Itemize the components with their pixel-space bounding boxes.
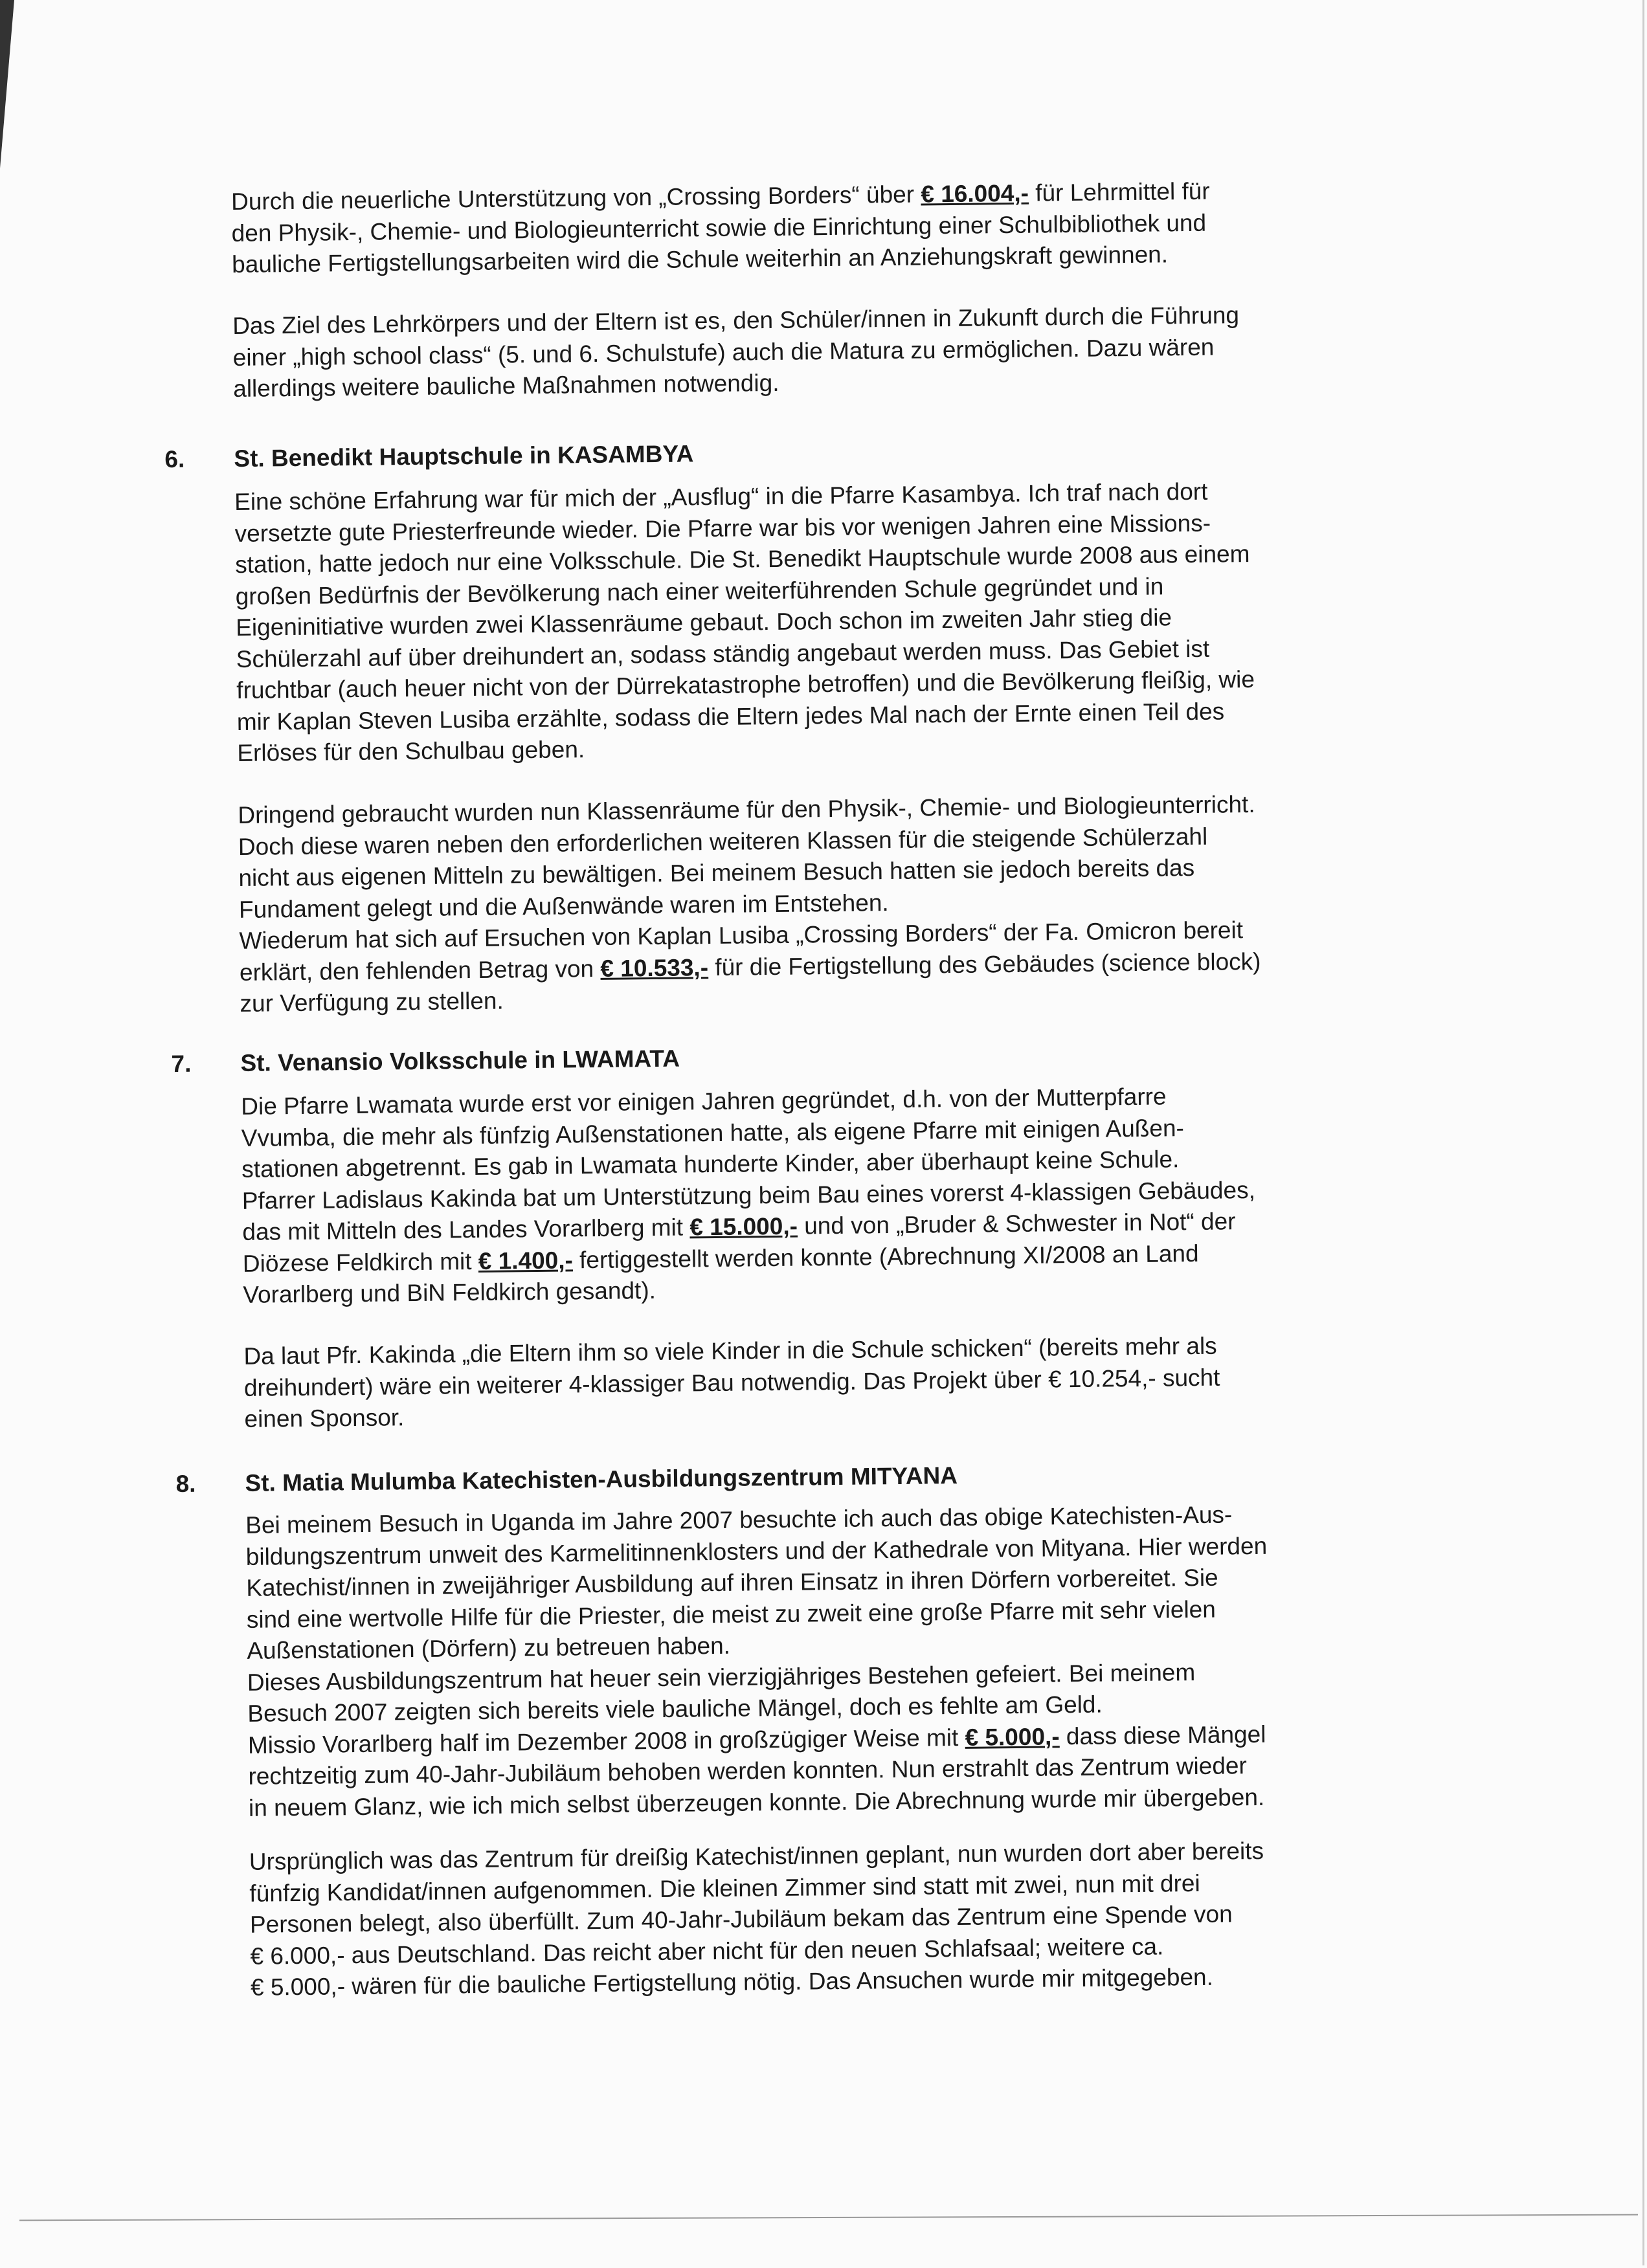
paragraph bbox=[238, 789, 1261, 1020]
amount-highlight: € 16.004,- bbox=[921, 179, 1029, 208]
text-segment: großen Bedürfnis der Bevölkerung nach einer weiterführenden Schule gegründet und in bbox=[235, 572, 1164, 610]
text-segment: fertiggestellt werden konnte (Abrechnung XI/2008 an Land bbox=[572, 1240, 1199, 1273]
amount-highlight: € 5.000,- bbox=[965, 1722, 1060, 1751]
text-segment: den Physik-, Chemie- und Biologieunterricht sowie die Einrichtung einer Schulbibliothek und bbox=[231, 209, 1207, 247]
text-segment: bauliche Fertigstellungsarbeiten wird die Schule weiterhin an Anziehungskraft gewinnen. bbox=[231, 241, 1169, 278]
paragraph bbox=[234, 476, 1255, 769]
text-segment: dass diese Mängel bbox=[1059, 1720, 1266, 1750]
text-segment: Bei meinem Besuch in Uganda im Jahre 2007 besuchte ich auch das obige Katechisten-Aus- bbox=[245, 1501, 1233, 1539]
text-segment: für die Fertigstellung des Gebäudes (science block) bbox=[708, 948, 1261, 981]
text-segment: allerdings weitere bauliche Maßnahmen notwendig. bbox=[233, 369, 779, 402]
paragraph bbox=[249, 1836, 1266, 2003]
text-segment: dreihundert) wäre ein weiterer 4-klassiger Bau notwendig. Das Projekt über € 10.254,- sucht bbox=[243, 1364, 1220, 1401]
text-segment: stationen abgetrennt. Es gab in Lwamata hunderte Kinder, aber überhaupt keine Schule. bbox=[241, 1146, 1180, 1183]
text-segment: rechtzeitig zum 40-Jahr-Jubiläum behoben werden konnten. Nun erstrahlt das Zentrum wieder bbox=[248, 1752, 1248, 1790]
text-segment: Erlöses für den Schulbau geben. bbox=[237, 736, 585, 766]
text-segment: station, hatte jedoch nur eine Volksschule. Die St. Benedikt Hauptschule wurde 2008 aus einem bbox=[234, 540, 1250, 578]
text-segment: Missio Vorarlberg half im Dezember 2008 in großzügiger Weise mit bbox=[247, 1724, 965, 1759]
text-segment: Ursprünglich was das Zentrum für dreißig Katechist/innen geplant, nun wurden dort aber bereits bbox=[249, 1837, 1264, 1875]
text-segment: einen Sponsor. bbox=[244, 1404, 405, 1432]
section-heading bbox=[175, 1460, 958, 1500]
text-segment: Eigeninitiative wurden zwei Klassenräume gebaut. Doch schon im zweiten Jahr stieg die bbox=[236, 604, 1172, 641]
text-segment: Katechist/innen in zweijähriger Ausbildung auf ihren Einsatz in ihren Dörfern vorbereitet. Sie bbox=[246, 1564, 1218, 1601]
amount-highlight: € 15.000,- bbox=[689, 1212, 798, 1241]
text-segment: Vorarlberg und BiN Feldkirch gesandt). bbox=[243, 1277, 656, 1308]
text-segment: Da laut Pfr. Kakinda „die Eltern ihm so viele Kinder in die Schule schicken“ (bereits mehr als bbox=[243, 1332, 1217, 1370]
section-title: St. Matia Mulumba Katechisten-Ausbildungszentrum MITYANA bbox=[245, 1462, 958, 1496]
text-segment: sind eine wertvolle Hilfe für die Priester, die meist zu zweit eine große Pfarre mit sehr vielen bbox=[246, 1595, 1216, 1633]
paragraph bbox=[243, 1331, 1220, 1436]
paragraph bbox=[245, 1499, 1270, 1824]
text-segment: Diözese Feldkirch mit bbox=[242, 1247, 479, 1277]
text-segment: das mit Mitteln des Landes Vorarlberg mit bbox=[242, 1214, 690, 1245]
section-number: 8. bbox=[175, 1470, 196, 1498]
text-segment: und von „Bruder & Schwester in Not“ der bbox=[797, 1208, 1236, 1240]
text-segment: mir Kaplan Steven Lusiba erzählte, sodass die Eltern jedes Mal nach der Ernte einen Teil des bbox=[236, 697, 1225, 735]
text-segment: für Lehrmittel für bbox=[1028, 177, 1210, 206]
text-segment: Fundament gelegt und die Außenwände waren im Entstehen. bbox=[238, 889, 889, 923]
section-number: 6. bbox=[164, 445, 185, 473]
section-heading bbox=[164, 438, 693, 475]
amount-highlight: € 10.533,- bbox=[600, 953, 709, 982]
text-segment: erklärt, den fehlenden Betrag von bbox=[239, 955, 601, 986]
paragraph bbox=[232, 300, 1240, 405]
text-segment: Vvumba, die mehr als fünfzig Außenstationen hatte, als eigene Pfarre mit einigen Außen- bbox=[241, 1114, 1185, 1151]
text-segment: in neuem Glanz, wie ich mich selbst überzeugen konnte. Die Abrechnung wurde mir übergeben. bbox=[248, 1783, 1265, 1821]
text-segment: Außenstationen (Dörfern) zu betreuen haben. bbox=[247, 1632, 731, 1664]
text-segment: Dieses Ausbildungszentrum hat heuer sein vierzigjähriges Bestehen gefeiert. Bei meinem bbox=[247, 1658, 1196, 1696]
text-segment: zur Verfügung zu stellen. bbox=[240, 987, 504, 1017]
text-segment: Die Pfarre Lwamata wurde erst vor einigen Jahren gegründet, d.h. von der Mutterpfarre bbox=[241, 1083, 1167, 1120]
section-title: St. Benedikt Hauptschule in KASAMBYA bbox=[234, 440, 694, 472]
text-segment: Eine schöne Erfahrung war für mich der „Ausflug“ in die Pfarre Kasambya. Ich traf nach dort bbox=[234, 478, 1208, 515]
section-number: 7. bbox=[171, 1050, 192, 1078]
text-segment: Dringend gebraucht wurden nun Klassenräume für den Physik-, Chemie- und Biologieunterricht. bbox=[238, 790, 1255, 828]
text-segment: Schülerzahl auf über dreihundert an, sodass ständig angebaut werden muss. Das Gebiet ist bbox=[236, 635, 1210, 673]
text-segment: € 5.000,- wären für die bauliche Fertigstellung nötig. Das Ansuchen wurde mir mitgegeben. bbox=[250, 1963, 1214, 2001]
amount-highlight: € 1.400,- bbox=[478, 1246, 574, 1274]
text-segment: nicht aus eigenen Mitteln zu bewältigen. Bei meinem Besuch hatten sie jedoch bereits das bbox=[238, 854, 1195, 891]
text-segment: € 6.000,- aus Deutschland. Das reicht aber nicht für den neuen Schlafsaal; weitere ca. bbox=[250, 1933, 1164, 1970]
text-segment: Wiederum hat sich auf Ersuchen von Kaplan Lusiba „Crossing Borders“ der Fa. Omicron bereit bbox=[239, 917, 1244, 954]
text-segment: Durch die neuerliche Unterstützung von „Crossing Borders“ über bbox=[230, 181, 921, 215]
text-segment: Personen belegt, also überfüllt. Zum 40-Jahr-Jubiläum bekam das Zentrum eine Spende von bbox=[249, 1900, 1233, 1938]
text-segment: Besuch 2007 zeigten sich bereits viele bauliche Mängel, doch es fehlte am Geld. bbox=[247, 1691, 1103, 1727]
text-segment: Pfarrer Ladislaus Kakinda bat um Unterstützung beim Bau eines vorerst 4-klassigen Gebäudes, bbox=[241, 1176, 1256, 1214]
text-segment: Das Ziel des Lehrkörpers und der Eltern ist es, den Schüler/innen in Zukunft durch die Führung bbox=[232, 302, 1240, 339]
text-segment: bildungszentrum unweit des Karmelitinnenklosters und der Kathedrale von Mityana. Hier werden bbox=[245, 1532, 1268, 1570]
text-segment: einer „high school class“ (5. und 6. Schulstufe) auch die Matura zu ermöglichen. Dazu wären bbox=[232, 333, 1215, 371]
text-segment: fünfzig Kandidat/innen aufgenommen. Die kleinen Zimmer sind statt mit zwei, nun mit drei bbox=[249, 1869, 1200, 1907]
paragraph bbox=[231, 176, 1211, 281]
text-segment: fruchtbar (auch heuer nicht von der Dürrekatastrophe betroffen) und die Bevölkerung fleißig, wie bbox=[236, 665, 1255, 704]
paragraph bbox=[241, 1080, 1257, 1311]
section-heading bbox=[171, 1043, 680, 1080]
section-title: St. Venansio Volksschule in LWAMATA bbox=[240, 1045, 680, 1076]
text-segment: versetzte gute Priesterfreunde wieder. Die Pfarre war bis vor wenigen Jahren eine Missions- bbox=[234, 509, 1211, 547]
text-segment: Doch diese waren neben den erforderlichen weiteren Klassen für die steigende Schülerzahl bbox=[238, 823, 1208, 860]
